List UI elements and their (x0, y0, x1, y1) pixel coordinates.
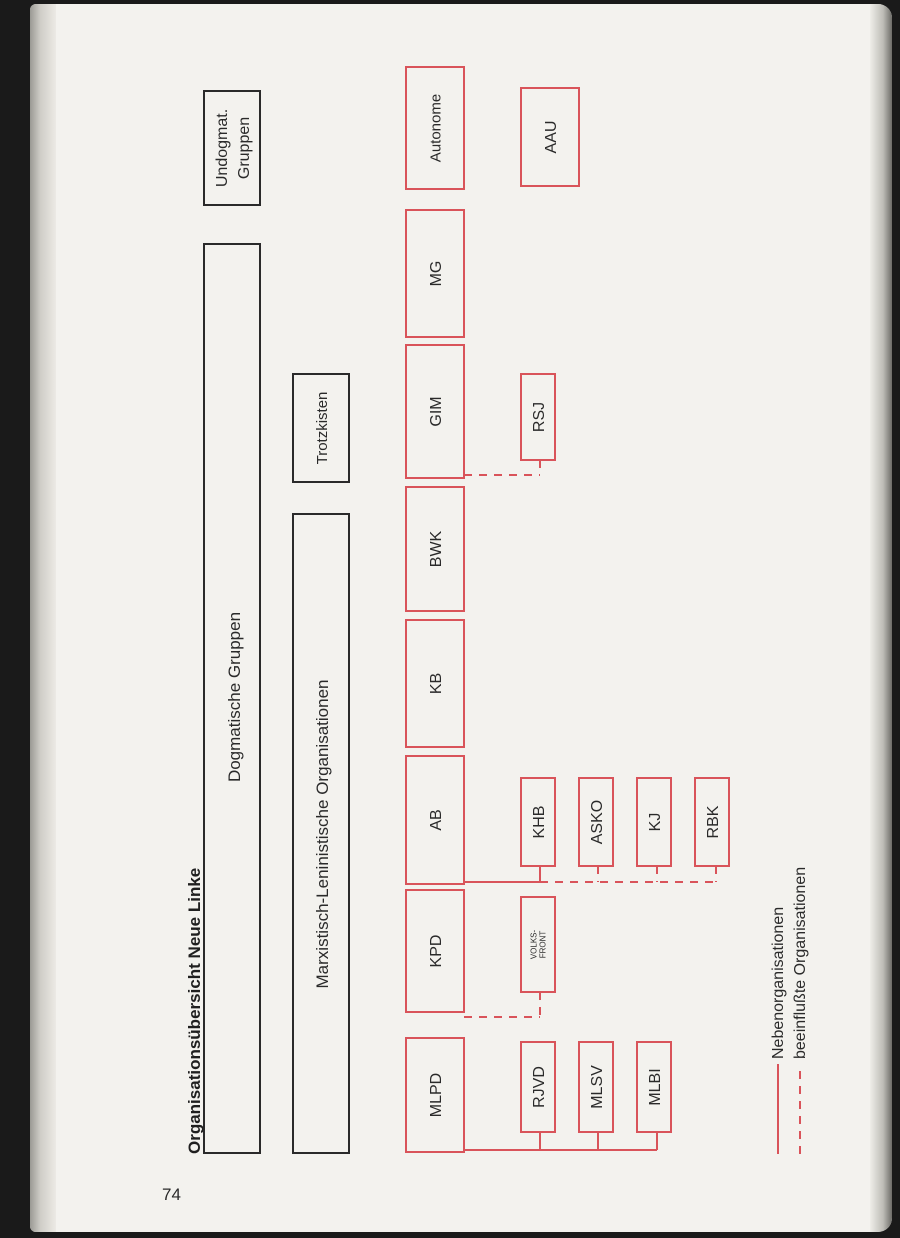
org-mlpd-label: MLPD (427, 1072, 445, 1118)
org-autonome (406, 67, 464, 189)
category-marxist-leninist (293, 514, 349, 1153)
organization-diagram (30, 4, 892, 1232)
suborg-kj (637, 778, 671, 866)
book-page (30, 4, 892, 1232)
suborg-kj-label: KJ (646, 812, 664, 832)
suborg-asko (579, 778, 613, 866)
legend (770, 867, 809, 1154)
org-ab (406, 756, 464, 884)
org-ab-label: AB (427, 809, 445, 831)
suborg-mlsv-label: MLSV (588, 1065, 606, 1109)
category-undogmatic-label-line1: Undogmat. (214, 108, 231, 188)
legend-dashed-label: beeinflußte Organisationen (792, 866, 809, 1059)
suborg-rjvd-label: RJVD (530, 1066, 548, 1108)
suborg-volksfront (521, 897, 555, 992)
suborg-volksfront-label-2: FRONT (538, 930, 548, 959)
suborg-mlbi-label: MLBI (646, 1068, 664, 1106)
org-bwk (406, 487, 464, 611)
org-kpd (406, 890, 464, 1012)
org-mg-label: MG (427, 260, 445, 287)
category-dogmatic-label: Dogmatische Gruppen (225, 611, 244, 783)
suborg-rbk (695, 778, 729, 866)
category-trotskyists (293, 374, 349, 482)
org-mg (406, 210, 464, 337)
org-gim (406, 345, 464, 478)
org-bwk-label: BWK (427, 530, 445, 568)
suborg-rjvd (521, 1042, 555, 1132)
org-autonome-label: Autonome (427, 93, 445, 163)
suborg-mlsv (579, 1042, 613, 1132)
category-undogmatic-label-line2: Gruppen (236, 116, 253, 180)
category-undogmatic (204, 91, 260, 205)
org-mlpd (406, 1038, 464, 1152)
suborg-rbk-label: RBK (704, 805, 722, 839)
org-kb-label: KB (427, 672, 445, 695)
suborg-asko-label: ASKO (588, 799, 606, 845)
page-number: 74 (162, 1185, 181, 1204)
suborg-khb (521, 778, 555, 866)
suborg-mlbi (637, 1042, 671, 1132)
suborg-aau-label: AAU (542, 120, 560, 154)
category-trotskyists-label: Trotzkisten (314, 391, 331, 465)
org-gim-label: GIM (427, 396, 445, 427)
suborg-volksfront-label-1: VOLKS- (529, 929, 539, 960)
suborg-aau (521, 88, 579, 186)
suborg-rsj-label: RSJ (530, 401, 548, 433)
category-dogmatic (204, 244, 260, 1153)
legend-solid-label: Nebenorganisationen (770, 906, 787, 1059)
suborg-rsj (521, 374, 555, 460)
diagram-title: Organisationsübersicht Neue Linke (185, 867, 204, 1154)
org-kb (406, 620, 464, 747)
org-kpd-label: KPD (427, 934, 445, 968)
suborg-khb-label: KHB (530, 805, 548, 839)
category-marxist-leninist-label: Marxistisch-Leninistische Organisationen (313, 679, 332, 989)
